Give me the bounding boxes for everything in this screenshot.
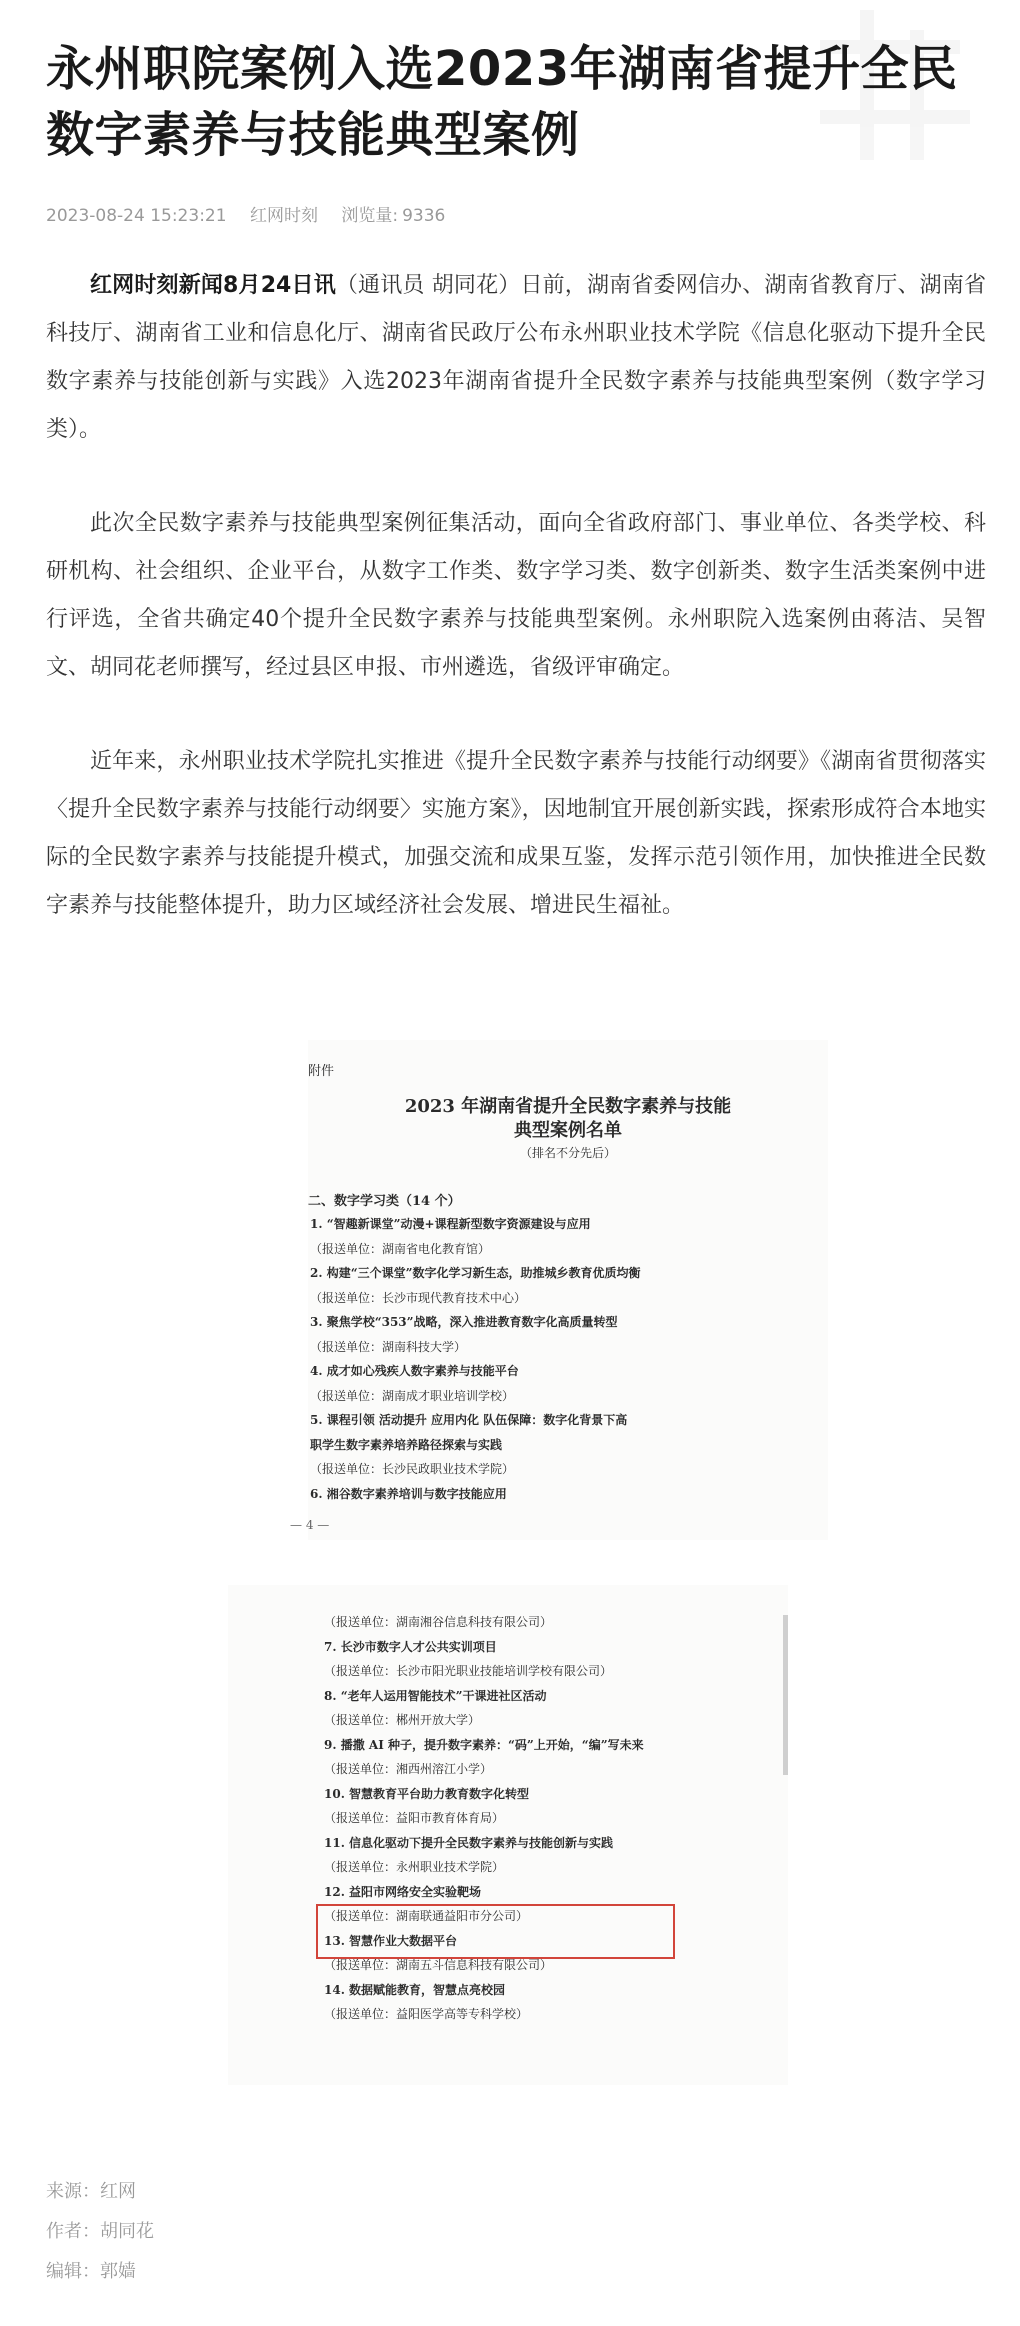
paragraph-3: 近年来，永州职业技术学院扎实推进《提升全民数字素养与技能行动纲要》《湖南省贯彻落实〈提升全民数字素养与技能行动纲要〉实施方案》，因地制宜开展创新实践，探索形成符合本地实际的全民数字素养与技能提升模式，加强交流和成果互鉴，发挥示范引领作用，加快推进全民数字素养与技能整体提升，助力区域经济社会发展、增进民生福祉。 — [46, 749, 986, 918]
document-case-item: 10. 智慧教育平台助力教育数字化转型 — [324, 1786, 530, 1801]
document-case-unit: （报送单位：湖南联通益阳市分公司） — [324, 1909, 529, 1923]
document-case-unit: （报送单位：湖南湘谷信息科技有限公司） — [324, 1615, 553, 1629]
document-list-page-1 — [310, 1212, 810, 1506]
document-case-item: 5. 课程引领 活动提升 应用内化 队伍保障：数字化背景下高 — [310, 1413, 628, 1427]
highlight-box — [316, 1904, 675, 1959]
view-count — [341, 206, 445, 226]
footer-author: 作者：胡同花 — [46, 2221, 154, 2242]
article-title — [46, 36, 986, 168]
document-case-unit: （报送单位：永州职业技术学院） — [324, 1860, 505, 1874]
document-case-item: 1. “智趣新课堂”动漫+课程新型数字资源建设与应用 — [310, 1217, 591, 1231]
document-title-line-1: 2023 年湖南省提升全民数字素养与技能 — [404, 1096, 732, 1117]
document-case-item: 13. 智慧作业大数据平台 — [324, 1933, 458, 1948]
article-footer — [46, 2172, 154, 2292]
paragraph-1 — [46, 262, 986, 454]
document-case-item: 3. 聚焦学校“353”战略，深入推进教育数字化高质量转型 — [310, 1315, 618, 1329]
document-case-item: 8. “老年人运用智能技术”干课进社区活动 — [324, 1688, 547, 1703]
publish-datetime: 2023-08-24 15:23:21 — [46, 206, 227, 226]
document-case-unit: （报送单位：长沙市现代教育技术中心） — [310, 1290, 527, 1305]
document-title-line-2: 典型案例名单 — [514, 1120, 622, 1141]
document-case-item: 2. 构建“三个课堂”数字化学习新生态，助推城乡教育优质均衡 — [310, 1266, 641, 1280]
document-case-item: 12. 益阳市网络安全实验靶场 — [324, 1884, 482, 1899]
document-case-unit: （报送单位：益阳医学高等专科学校） — [324, 2007, 529, 2021]
paragraph-lead: 红网时刻新闻8月24日讯 — [90, 273, 336, 298]
document-case-unit: （报送单位：长沙民政职业技术学院） — [310, 1462, 515, 1476]
document-case-unit: （报送单位：湖南五斗信息科技有限公司） — [324, 1958, 553, 1972]
document-case-item: 14. 数据赋能教育，智慧点亮校园 — [324, 1982, 506, 1997]
document-page-2 — [228, 1585, 788, 2085]
document-case-unit: （报送单位：湖南科技大学） — [310, 1339, 467, 1354]
annex-label: 附件 — [308, 1064, 335, 1079]
document-case-item: 7. 长沙市数字人才公共实训项目 — [324, 1639, 497, 1654]
document-list-page-2 — [324, 1610, 784, 2027]
views-label: 浏览量: — [341, 206, 399, 226]
paragraph-2: 此次全民数字素养与技能典型案例征集活动，面向全省政府部门、事业单位、各类学校、科研机构、社会组织、企业平台，从数字工作类、数字学习类、数字创新类、数字生活类案例中进行评选，全省共确定40个提升全民数字素养与技能典型案例。永州职院入选案例由蒋洁、吴智文、胡同花老师撰写，经过县区申报、市州遴选，省级评审确定。 — [46, 511, 986, 680]
article — [46, 0, 986, 930]
document-case-unit: （报送单位：郴州开放大学） — [324, 1713, 481, 1727]
document-image — [228, 1040, 788, 2100]
document-case-item: 4. 成才如心残疾人数字素养与技能平台 — [310, 1364, 519, 1378]
document-case-item: 11. 信息化驱动下提升全民数字素养与技能创新与实践 — [324, 1835, 614, 1850]
publish-source: 红网时刻 — [249, 206, 318, 226]
paragraph-1-body: （通讯员 胡同花）日前，湖南省委网信办、湖南省教育厅、湖南省科技厅、湖南省工业和信息化厅、湖南省民政厅公布永州职业技术学院《信息化驱动下提升全民数字素养与技能创新与实践》入选2023年湖南省提升全民数字素养与技能典型案例（数字学习类）。 — [46, 273, 986, 442]
views-value: 9336 — [402, 206, 446, 226]
title-line-2: 数字素养与技能典型案例 — [46, 107, 580, 163]
footer-editor: 编辑：郭嫱 — [46, 2261, 136, 2282]
footer-source: 来源：红网 — [46, 2181, 136, 2202]
article-meta — [46, 204, 986, 228]
document-subtitle: （排名不分先后） — [519, 1146, 616, 1160]
document-case-item: 6. 湘谷数字素养培训与数字技能应用 — [310, 1486, 507, 1501]
document-case-item: 9. 播撒 AI 种子，提升数字素养：“码”上开始，“编”写未来 — [324, 1737, 644, 1752]
scrollbar — [783, 1615, 788, 1775]
document-case-unit: （报送单位：长沙市阳光职业技能培训学校有限公司） — [324, 1664, 613, 1678]
page-number: — 4 — — [290, 1518, 330, 1532]
document-case-unit: （报送单位：湖南省电化教育馆） — [310, 1241, 491, 1256]
document-case-item: 职学生数字素养培养路径探索与实践 — [310, 1437, 503, 1452]
document-case-unit: （报送单位：湖南成才职业培训学校） — [310, 1388, 515, 1403]
title-line-1: 永州职院案例入选2023年湖南省提升全民 — [46, 41, 958, 97]
document-section-heading: 二、数字学习类（14 个） — [308, 1194, 461, 1209]
document-case-unit: （报送单位：湘西州溶江小学） — [324, 1762, 493, 1776]
document-case-unit: （报送单位：益阳市教育体育局） — [324, 1811, 505, 1825]
document-page-1 — [290, 1040, 828, 1540]
